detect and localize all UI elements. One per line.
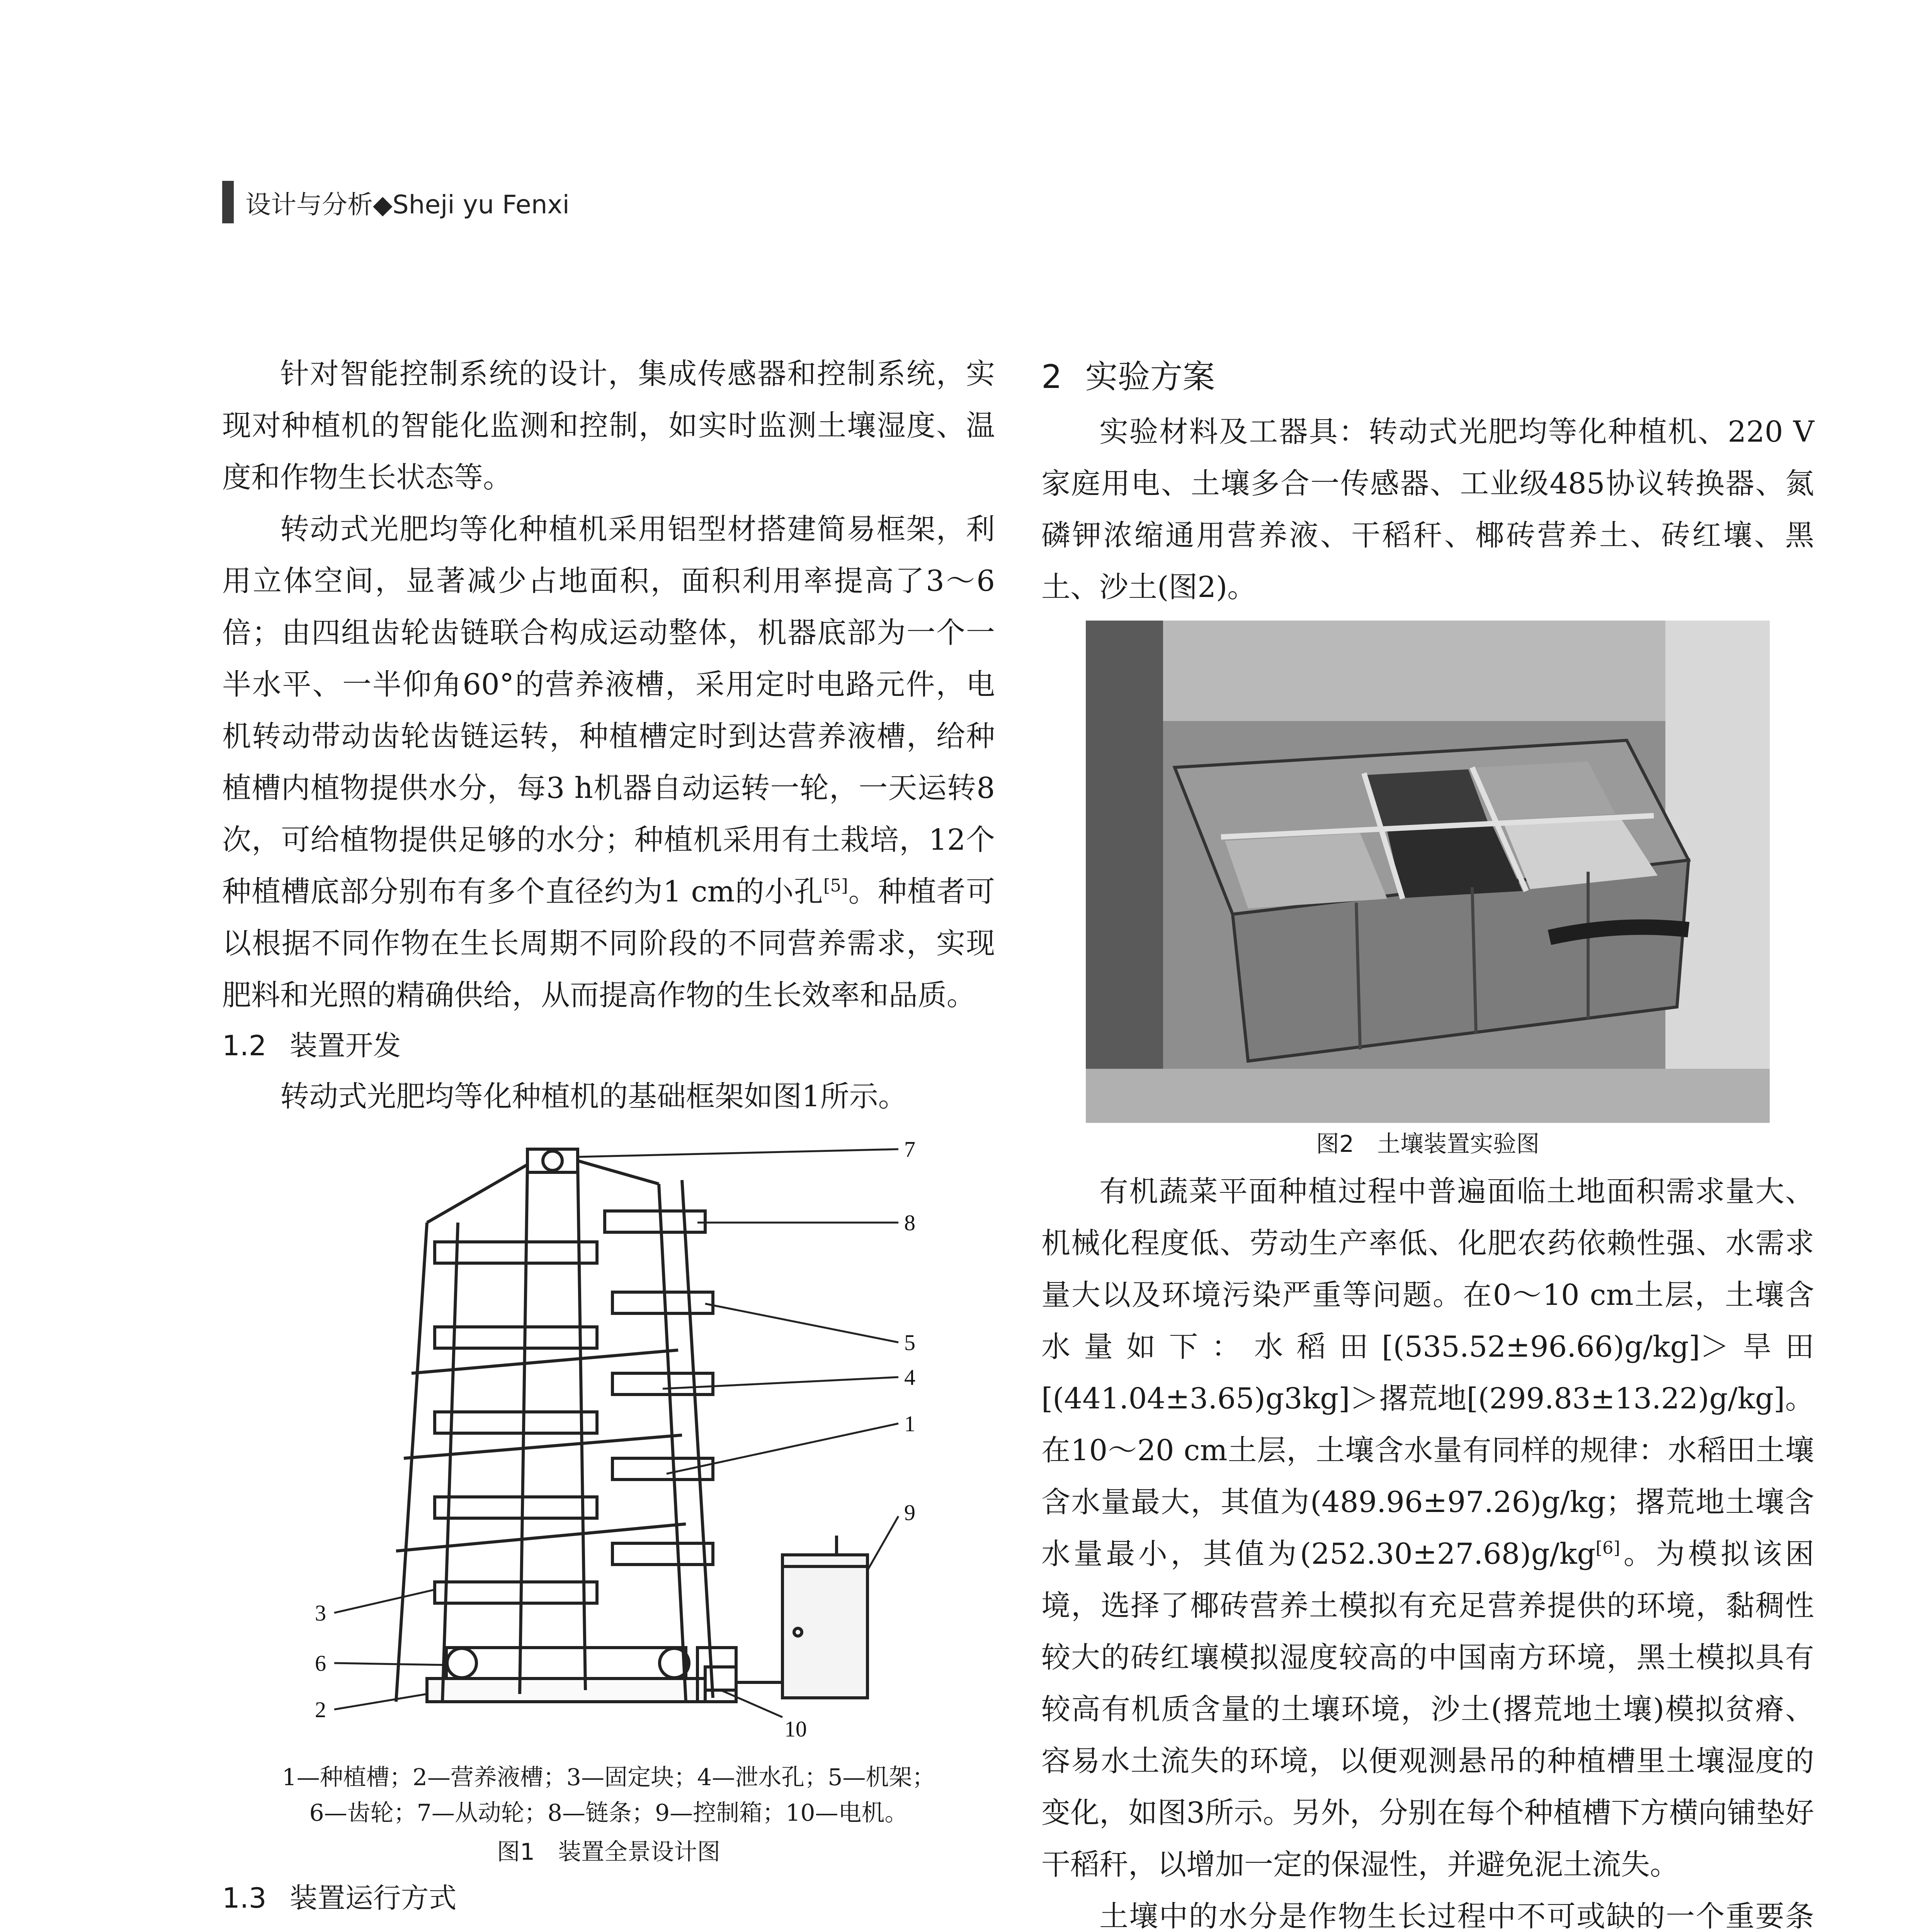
section-heading-1-3 <box>222 1873 995 1923</box>
header-bar <box>222 181 234 223</box>
paragraph-text: 有机蔬菜平面种植过程中普遍面临土地面积需求量大、机械化程度低、劳动生产率低、化肥农药依赖性强、水需求量大以及环境污染严重等问题。在0～10 cm土层，土壤含水量如下：水稻田[(535.52±96.66)g/kg]＞旱田[(441.04±3.65)g3kg]＞撂荒地[(299.83±13.22)g/kg]。在10～20 cm土层，土壤含水量有同样的规律：水稻田土壤含水量最大，其值为(489.96±97.26)g/kg；撂荒地土壤含水量最小，其值为(252.30±27.68)g/kg <box>1041 1174 1814 1571</box>
section-number: 1.3 <box>222 1882 267 1914</box>
reference-5[interactable]: [5] <box>823 875 848 896</box>
right-column <box>1041 348 1814 1932</box>
section-heading-1-2 <box>222 1021 995 1070</box>
soil-device-photo <box>1086 621 1770 1123</box>
paragraph-operation-mode <box>222 1923 995 1932</box>
paragraph-text: 转动式光肥均等化种植机采用铝型材搭建简易框架，利用立体空间，显著减少占地面积，面积利用率提高了3～6倍；由四组齿轮齿链联合构成运动整体，机器底部为一个一半水平、一半仰角60°的营养液槽，采用定时电路元件，电机转动带动齿轮齿链运转，种植槽定时到达营养液槽，给种植槽内植物提供水分，每3 h机器自动运转一轮，一天运转8次，可给植物提供足够的水分；种植机采用有土栽培，12个种植槽底部分别布有多个直径约为1 cm的小孔 <box>222 512 995 908</box>
callout-10: 10 <box>784 1716 807 1742</box>
device-design-drawing <box>280 1126 937 1752</box>
section-heading-2 <box>1041 348 1814 406</box>
callout-7: 7 <box>904 1137 915 1162</box>
header-section-label: 设计与分析◆Sheji yu Fenxi <box>245 189 570 219</box>
section-title: 装置运行方式 <box>289 1882 457 1914</box>
figure-2-caption: 图2 土壤装置实验图 <box>1316 1131 1540 1158</box>
callout-2: 2 <box>315 1697 326 1722</box>
callout-5: 5 <box>904 1330 915 1355</box>
paragraph-materials: 实验材料及工器具：转动式光肥均等化种植机、220 V家庭用电、土壤多合一传感器、工业级485协议转换器、氮磷钾浓缩通用营养液、干稻秆、椰砖营养土、砖红壤、黑土、沙土(图2)。 <box>1041 415 1814 604</box>
legend-line-1: 1—种植槽；2—营养液槽；3—固定块；4—泄水孔；5—机架； <box>282 1764 935 1791</box>
paragraph-water-retention: 土壤中的水分是作物生长过程中不可或缺的一个重要条 <box>1099 1899 1814 1932</box>
paragraph-soil-moisture <box>1041 1165 1814 1890</box>
figure-1-legend <box>222 1760 995 1831</box>
paragraph-text: 。种植者可以根据不同作物在生长周期不同阶段的不同营养需求，实现肥料和光照的精确供给，从而提高作物的生长效率和品质。 <box>222 874 995 1012</box>
section-number: 1.2 <box>222 1029 267 1062</box>
callout-6: 6 <box>315 1651 326 1676</box>
section-title: 装置开发 <box>289 1029 401 1062</box>
figure-2 <box>1041 621 1814 1165</box>
callout-3: 3 <box>315 1600 326 1626</box>
paragraph-frame-intro: 转动式光肥均等化种植机的基础框架如图1所示。 <box>280 1079 907 1113</box>
paragraph-machine-structure <box>222 503 995 1021</box>
section-title: 实验方案 <box>1085 358 1215 396</box>
section-number: 2 <box>1041 358 1062 396</box>
figure-1 <box>222 1126 995 1873</box>
running-header <box>222 181 570 223</box>
legend-line-2: 6—齿轮；7—从动轮；8—链条；9—控制箱；10—电机。 <box>309 1799 908 1827</box>
callout-1: 1 <box>904 1411 915 1436</box>
callout-9: 9 <box>904 1500 915 1525</box>
left-column <box>222 348 995 1932</box>
paragraph-text: 。为模拟该困境，选择了椰砖营养土模拟有充足营养提供的环境，黏稠性较大的砖红壤模拟湿度较高的中国南方环境，黑土模拟具有较高有机质含量的土壤环境，沙土(撂荒地土壤)模拟贫瘠、容易水土流失的环境，以便观测悬吊的种植槽里土壤湿度的变化，如图3所示。另外，分别在每个种植槽下方横向铺垫好干稻秆，以增加一定的保湿性，并避免泥土流失。 <box>1041 1537 1814 1881</box>
callout-4: 4 <box>904 1365 915 1390</box>
figure-1-caption: 图1 装置全景设计图 <box>497 1838 721 1866</box>
paragraph-intelligent-control: 针对智能控制系统的设计，集成传感器和控制系统，实现对种植机的智能化监测和控制，如实时监测土壤湿度、温度和作物生长状态等。 <box>222 357 995 494</box>
callout-8: 8 <box>904 1210 915 1235</box>
reference-6[interactable]: [6] <box>1595 1537 1621 1558</box>
